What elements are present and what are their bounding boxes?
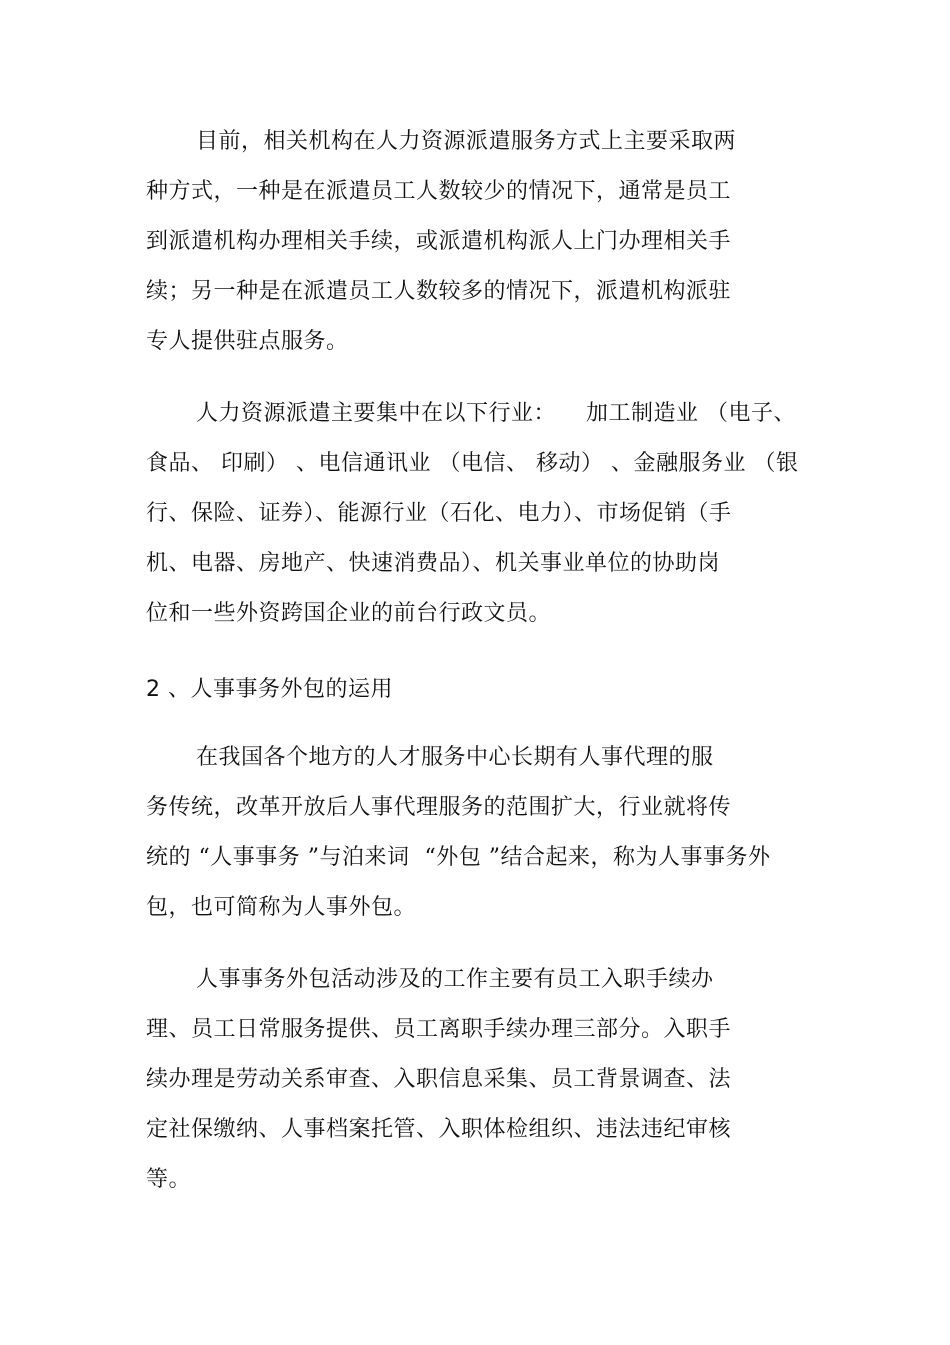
paragraph-1-line-5: 专人提供驻点服务。 <box>146 329 349 354</box>
paragraph-4-line-3: 续办理是劳动关系审查、入职信息采集、员工背景调查、法 <box>146 1067 732 1092</box>
paragraph-3-line-4: 包，也可简称为人事外包。 <box>146 895 417 920</box>
paragraph-2-line-2: 食品、 印刷） 、电信通讯业 （电信、 移动） 、金融服务业 （银 <box>146 451 799 476</box>
paragraph-4-line-2: 理、员工日常服务提供、员工离职手续办理三部分。入职手 <box>146 1017 732 1042</box>
section-heading: 2 、人事事务外包的运用 <box>146 677 393 702</box>
paragraph-1-line-3: 到派遣机构办理相关手续，或派遣机构派人上门办理相关手 <box>146 229 732 254</box>
paragraph-3-line-2: 务传统，改革开放后人事代理服务的范围扩大，行业就将传 <box>146 795 732 820</box>
paragraph-1-line-4: 续；另一种是在派遣员工人数较多的情况下，派遣机构派驻 <box>146 279 732 304</box>
paragraph-3-line-3: 统的 “人事事务 ”与泊来词 “外包 ”结合起来，称为人事事务外 <box>146 845 771 870</box>
paragraph-2-line-3: 行、保险、证券）、能源行业（石化、电力）、市场促销（手 <box>146 501 732 526</box>
paragraph-4-line-5: 等。 <box>146 1167 192 1192</box>
paragraph-4-line-4: 定社保缴纳、人事档案托管、入职体检组织、违法违纪审核 <box>146 1117 732 1142</box>
paragraph-2-line-1: 人力资源派遣主要集中在以下行业： 加工制造业 （电子、 <box>196 401 796 426</box>
paragraph-1-line-2: 种方式，一种是在派遣员工人数较少的情况下，通常是员工 <box>146 179 732 204</box>
paragraph-2-line-4: 机、电器、房地产、快速消费品）、机关事业单位的协助岗 <box>146 551 721 576</box>
paragraph-1-line-1: 目前，相关机构在人力资源派遣服务方式上主要采取两 <box>196 129 737 154</box>
paragraph-4-line-1: 人事事务外包活动涉及的工作主要有员工入职手续办 <box>196 967 714 992</box>
paragraph-3-line-1: 在我国各个地方的人才服务中心长期有人事代理的服 <box>196 745 714 770</box>
paragraph-2-line-5: 位和一些外资跨国企业的前台行政文员。 <box>146 601 552 626</box>
